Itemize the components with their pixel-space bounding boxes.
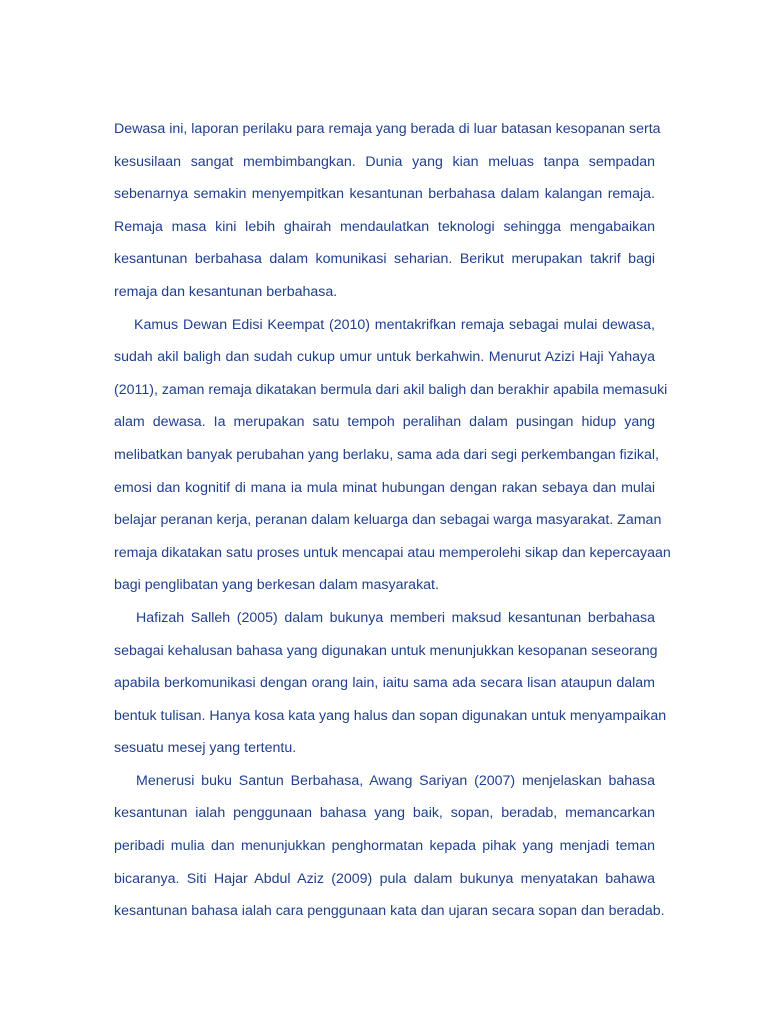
paragraph-4 xyxy=(114,765,665,928)
text-line: kesusilaan sangat membimbangkan. Dunia yang kian meluas tanpa sempadan xyxy=(114,153,655,170)
text-line: Remaja masa kini lebih ghairah mendaulatkan teknologi sehingga mengabaikan xyxy=(114,218,655,235)
text-line: sudah akil baligh dan sudah cukup umur untuk berkahwin. Menurut Azizi Haji Yahaya xyxy=(114,349,655,366)
text-line: (2011), zaman remaja dikatakan bermula dari akil baligh dan berakhir apabila memasuki xyxy=(114,381,668,398)
text-line: emosi dan kognitif di mana ia mula minat hubungan dengan rakan sebaya dan mulai xyxy=(114,479,655,496)
paragraph-3 xyxy=(114,602,667,765)
text-line: kesantunan bahasa ialah cara penggunaan kata dan ujaran secara sopan dan beradab. xyxy=(114,903,665,920)
text-line: apabila berkomunikasi dengan orang lain, iaitu sama ada secara lisan ataupun dalam xyxy=(114,675,655,692)
text-line: sebagai kehalusan bahasa yang digunakan untuk menunjukkan kesopanan seseorang xyxy=(114,642,658,659)
text-line: kesantunan ialah penggunaan bahasa yang baik, sopan, beradab, memancarkan xyxy=(114,805,655,822)
paragraph-2 xyxy=(114,309,671,602)
text-line: Menerusi buku Santun Berbahasa, Awang Sariyan (2007) menjelaskan bahasa xyxy=(136,772,655,789)
text-line: kesantunan berbahasa dalam komunikasi seharian. Berikut merupakan takrif bagi xyxy=(114,251,655,268)
text-line: Dewasa ini, laporan perilaku para remaja yang berada di luar batasan kesopanan serta xyxy=(114,121,661,137)
text-line: sebenarnya semakin menyempitkan kesantunan berbahasa dalam kalangan remaja. xyxy=(114,186,655,203)
text-line: Kamus Dewan Edisi Keempat (2010) mentakrifkan remaja sebagai mulai dewasa, xyxy=(134,316,655,333)
document-body xyxy=(114,113,671,928)
text-line: bagi penglibatan yang berkesan dalam masyarakat. xyxy=(114,577,439,594)
text-line: peribadi mulia dan menunjukkan penghormatan kepada pihak yang menjadi teman xyxy=(114,838,655,855)
text-line: Hafizah Salleh (2005) dalam bukunya memberi maksud kesantunan berbahasa xyxy=(136,609,655,626)
text-line: melibatkan banyak perubahan yang berlaku, sama ada dari segi perkembangan fizikal, xyxy=(114,446,659,463)
text-line: remaja dan kesantunan berbahasa. xyxy=(114,283,338,300)
text-line: alam dewasa. Ia merupakan satu tempoh peralihan dalam pusingan hidup yang xyxy=(114,414,655,431)
text-line: bentuk tulisan. Hanya kosa kata yang halus dan sopan digunakan untuk menyampaikan xyxy=(114,707,667,724)
text-line: sesuatu mesej yang tertentu. xyxy=(114,740,297,757)
text-line: belajar peranan kerja, peranan dalam keluarga dan sebagai warga masyarakat. Zaman xyxy=(114,512,662,529)
paragraph-1 xyxy=(114,113,661,309)
text-line: bicaranya. Siti Hajar Abdul Aziz (2009) pula dalam bukunya menyatakan bahawa xyxy=(114,870,655,887)
text-line: remaja dikatakan satu proses untuk mencapai atau memperolehi sikap dan kepercayaan xyxy=(114,544,671,561)
